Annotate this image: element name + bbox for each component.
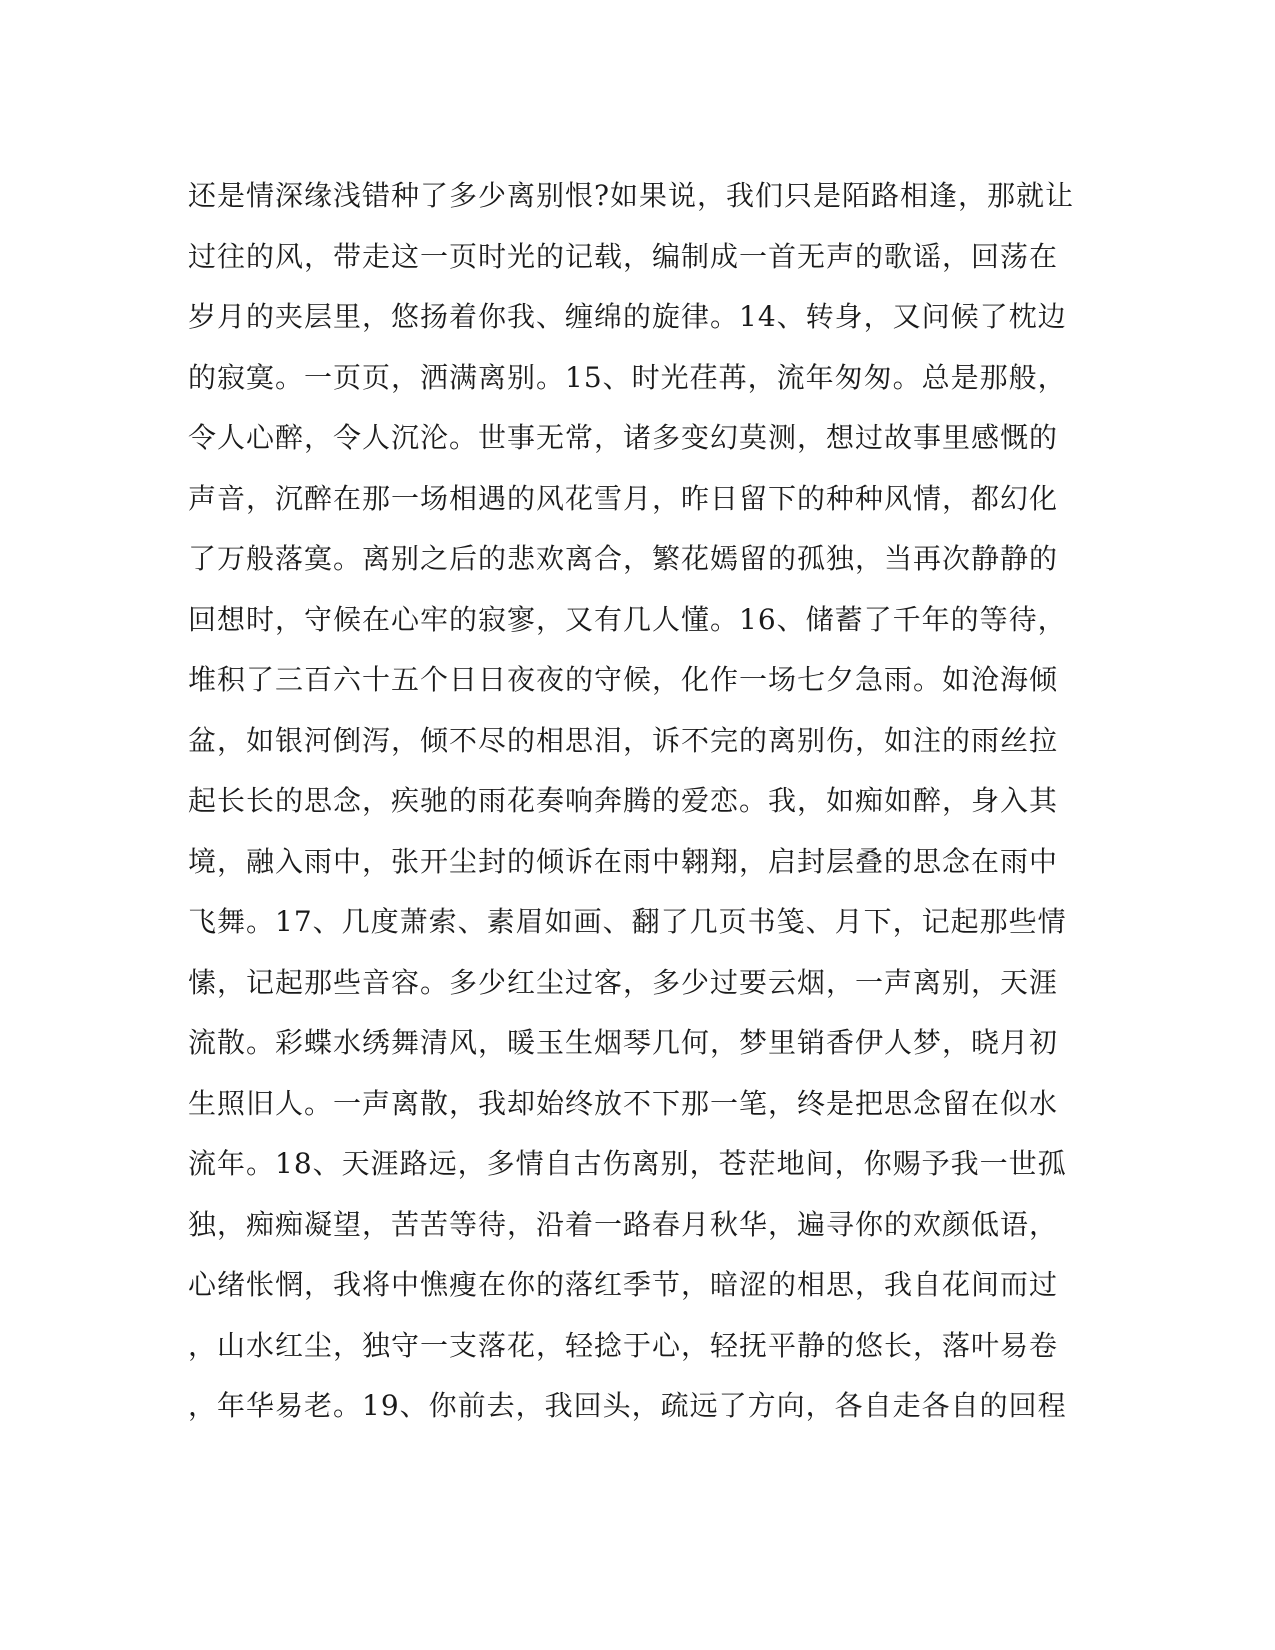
body-text <box>188 166 1075 1437</box>
text-line: 生照旧人。一声离散，我却始终放不下那一笔，终是把思念留在似水 <box>188 1086 1059 1120</box>
text-line: 令人心醉，令人沉沦。世事无常，诸多变幻莫测，想过故事里感慨的 <box>188 421 1059 454</box>
text-line: 过往的风，带走这一页时光的记载，编制成一首无声的歌谣，回荡在 <box>188 239 1059 273</box>
text-line: ，山水红尘，独守一支落花，轻捻于心，轻抚平静的悠长，落叶易卷 <box>188 1328 1059 1362</box>
text-line: 愫，记起那些音容。多少红尘过客，多少过要云烟，一声离别，天涯 <box>188 965 1059 999</box>
text-line: 还是情深缘浅错种了多少离别恨?如果说，我们只是陌路相逢，那就让 <box>188 179 1075 212</box>
text-line: 心绪怅惘，我将中憔瘦在你的落红季节，暗涩的相思，我自花间而过 <box>188 1268 1059 1301</box>
text-line: 声音，沉醉在那一场相遇的风花雪月，昨日留下的种种风情，都幻化 <box>188 481 1059 515</box>
text-line: 境，融入雨中，张开尘封的倾诉在雨中翱翔，启封层叠的思念在雨中 <box>188 844 1059 878</box>
text-line: 流年。18、天涯路远，多情自古伤离别，苍茫地间，你赐予我一世孤 <box>188 1147 1067 1180</box>
text-line: 独，痴痴凝望，苦苦等待，沿着一路春月秋华，遍寻你的欢颜低语， <box>188 1207 1059 1241</box>
text-line: 了万般落寞。离别之后的悲欢离合，繁花嫣留的孤独，当再次静静的 <box>188 542 1059 575</box>
text-line: 堆积了三百六十五个日日夜夜的守候，化作一场七夕急雨。如沧海倾 <box>188 663 1059 696</box>
text-line: 起长长的思念，疾驰的雨花奏响奔腾的爱恋。我，如痴如醉，身入其 <box>188 784 1059 817</box>
text-line: 盆，如银河倒泻，倾不尽的相思泪，诉不完的离别伤，如注的雨丝拉 <box>188 723 1059 757</box>
text-line: 回想时，守候在心牢的寂寥，又有几人懂。16、储蓄了千年的等待， <box>188 602 1067 636</box>
text-line: 飞舞。17、几度萧索、素眉如画、翻了几页书笺、月下，记起那些情 <box>188 905 1067 938</box>
text-line: 流散。彩蝶水绣舞清风，暖玉生烟琴几何，梦里销香伊人梦，晓月初 <box>188 1026 1059 1059</box>
text-line: 岁月的夹层里，悠扬着你我、缠绵的旋律。14、转身，又问候了枕边 <box>188 300 1067 333</box>
text-line: ，年华易老。19、你前去，我回头，疏远了方向，各自走各自的回程 <box>188 1389 1067 1422</box>
text-line: 的寂寞。一页页，洒满离别。15、时光荏苒，流年匆匆。总是那般， <box>188 360 1067 394</box>
